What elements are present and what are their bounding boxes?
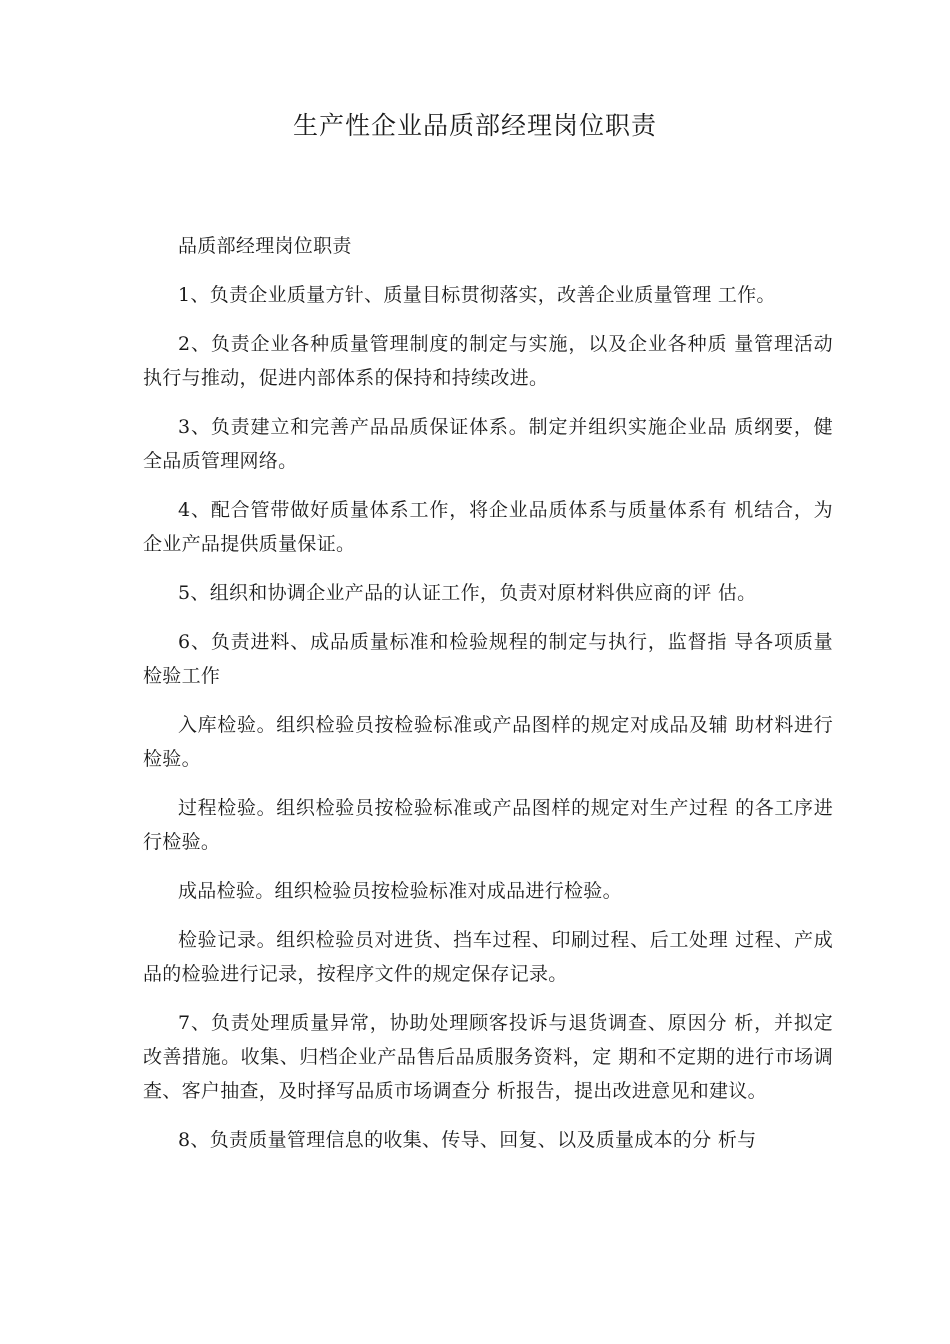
duty-item-1: 1、负责企业质量方针、质量目标贯彻落实，改善企业质量管理 工作。 (178, 284, 776, 306)
section-heading: 品质部经理岗位职责 (178, 235, 352, 257)
duty-item-2: 2、负责企业各种质量管理制度的制定与实施，以及企业各种质 量管理活动执行与推动，促进内部体系的保持和持续改进。 (143, 333, 833, 389)
duty-item-8: 8、负责质量管理信息的收集、传导、回复、以及质量成本的分 析与 (178, 1129, 757, 1151)
inspection-incoming: 入库检验。组织检验员按检验标准或产品图样的规定对成品及辅 助材料进行检验。 (143, 714, 833, 770)
duty-item-7: 7、负责处理质量异常，协助处理顾客投诉与退货调查、原因分 析，并拟定改善措施。收集、归档企业产品售后品质服务资料，定 期和不定期的进行市场调查、客户抽查，及时择写品质市场调查分 析报告，提出改进意见和建议。 (143, 1012, 833, 1102)
duty-item-3: 3、负责建立和完善产品品质保证体系。制定并组织实施企业品 质纲要，健全品质管理网络。 (143, 416, 833, 472)
document-body (143, 229, 833, 1172)
inspection-finished: 成品检验。组织检验员按检验标准对成品进行检验。 (178, 880, 622, 902)
inspection-records: 检验记录。组织检验员对进货、挡车过程、印刷过程、后工处理 过程、产成品的检验进行记录，按程序文件的规定保存记录。 (143, 929, 833, 985)
duty-item-4: 4、配合管带做好质量体系工作，将企业品质体系与质量体系有 机结合，为企业产品提供质量保证。 (143, 499, 833, 555)
document-title: 生产性企业品质部经理岗位职责 (292, 111, 657, 140)
duty-item-5: 5、组织和协调企业产品的认证工作，负责对原材料供应商的评 估。 (178, 582, 757, 604)
duty-item-6: 6、负责进料、成品质量标准和检验规程的制定与执行，监督指 导各项质量检验工作 (143, 631, 833, 687)
inspection-process: 过程检验。组织检验员按检验标准或产品图样的规定对生产过程 的各工序进行检验。 (143, 797, 833, 853)
